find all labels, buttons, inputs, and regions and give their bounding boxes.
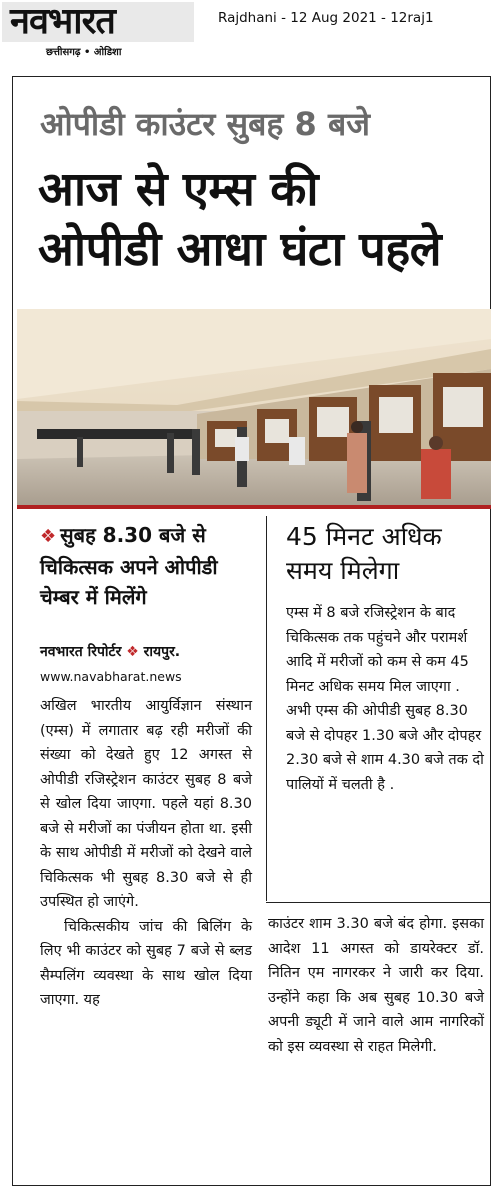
hospital-opd-photo — [17, 309, 491, 505]
byline-reporter: नवभारत रिपोर्टर — [40, 644, 122, 660]
edition-label: छत्तीसगढ़ • ओडिशा — [46, 47, 122, 58]
body-right-column — [286, 601, 484, 797]
headline-line-2: ओपीडी आधा घंटा पहले — [38, 222, 442, 277]
byline-star-icon: ❖ — [126, 644, 139, 660]
left-subheadline-text: सुबह 8.30 बजे से चिकित्सक अपने ओपीडी चेम्बर में मिलेंगे — [40, 523, 218, 609]
body-left-column — [40, 694, 252, 1013]
body-right-paragraph: एम्स में 8 बजे रजिस्ट्रेशन के बाद चिकित्सक तक पहुंचने और परामर्श आदि में मरीजों को कम से कम 45 मिनट अधिक समय मिल जाएगा . अभी एम्स की ओपीडी सुबह 8.30 बजे से दोपहर 1.30 बजे और दोपहर 2.30 बजे से शाम 4.30 बजे तक दो पालियों में चलती है . — [286, 605, 484, 793]
right-subheadline: 45 मिनट अधिक समय मिलेगा — [286, 522, 442, 585]
column-divider — [266, 516, 267, 901]
body-left-paragraph-2: चिकित्सकीय जांच की बिलिंग के लिए भी काउंटर को सुबह 7 बजे से ब्लड सैम्पलिंग व्यवस्था के साथ खोल दिया जाएगा. यह — [40, 918, 252, 1008]
section-divider — [17, 505, 491, 509]
left-subheadline — [40, 520, 262, 612]
body-continued-column — [268, 912, 484, 1059]
logo-text: नवभारत — [10, 1, 115, 42]
article-headline — [38, 160, 488, 280]
website-link[interactable]: www.navabharat.news — [40, 669, 182, 684]
bullet-icon: ❖ — [40, 526, 57, 547]
body-left-paragraph-1: अखिल भारतीय आयुर्विज्ञान संस्थान (एम्स) में लगातार बढ़ रही मरीजों की संख्या को देखते हुए 12 अगस्त से ओपीडी रजिस्ट्रेशन काउंटर सुबह 8 बजे से खोल दिया जाएगा. पहले यहां 8.30 बजे से मरीजों का पंजीयन होता था. इसी के साथ ओपीडी में मरीजों को देखने वाले चिकित्सक भी सुबह 8.30 बजे से ही उपस्थित हो जाएंगे. — [40, 698, 252, 910]
dateline: Rajdhani - 12 Aug 2021 - 12raj1 — [218, 10, 434, 26]
byline-place: रायपुर. — [143, 644, 181, 660]
headline-line-1: आज से एम्स की — [38, 162, 319, 217]
continuation-rule — [266, 902, 491, 903]
article-kicker: ओपीडी काउंटर सुबह 8 बजे — [40, 105, 370, 143]
newspaper-logo — [2, 2, 194, 42]
byline — [40, 642, 180, 661]
body-continued-paragraph: काउंटर शाम 3.30 बजे बंद होगा. इसका आदेश 11 अगस्त को डायरेक्टर डॉ. नितिन एम नागरकर ने जारी कर दिया. उन्होंने कहा कि अब सुबह 10.30 बजे अपनी ड्यूटी में जाने वाले आम नागरिकों को इस व्यवस्था से राहत मिलेगी. — [268, 916, 484, 1055]
masthead — [0, 0, 503, 62]
